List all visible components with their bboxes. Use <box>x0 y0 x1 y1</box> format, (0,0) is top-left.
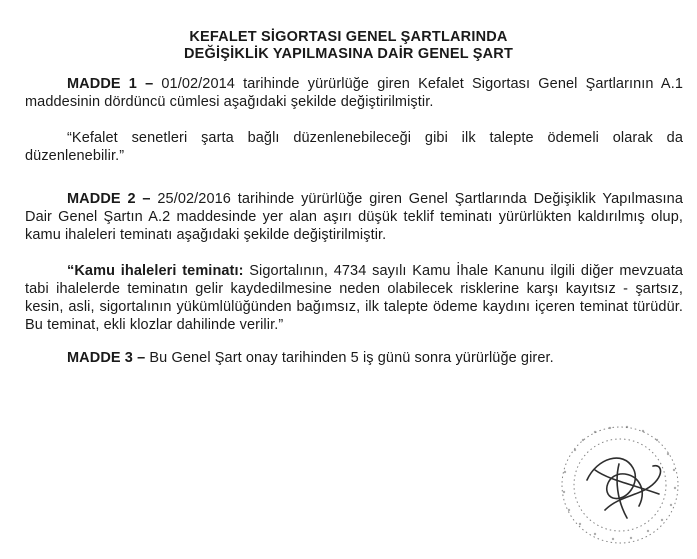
article-2-quote-text: Sigortalının, 4734 sayılı Kamu İhale Kanunu ilgili diğer mevzuata tabi ihalelerde teminatın gelir kaydedilmesine neden olabilecek risklerine karşı kayıtsız - şartsız, kesin, asli, sigortalının yükümlülüğünden bağımsız, ilk talepte ödeme kaydını içeren teminat türüdür. Bu teminat, ekli klozlar dahilinde verilir.” <box>25 263 683 333</box>
article-2-quote-label: “Kamu ihaleleri teminatı: <box>67 263 244 279</box>
article-3-label: MADDE 3 – <box>67 350 146 366</box>
article-3 <box>25 349 683 367</box>
article-1-quote-text: “Kefalet senetleri şarta bağlı düzenlenebileceği gibi ilk talepte ödemeli olarak da düzenlenebilir.” <box>25 130 683 164</box>
article-2-text: 25/02/2016 tarihinde yürürlüğe giren Genel Şartlarında Değişiklik Yapılmasına Dair Genel Şartın A.2 maddesinde yer alan aşırı düşük teklif teminatı yürürlükten kaldırılmış olup, kamu ihaleleri teminatı aşağıdaki şekilde değiştirilmiştir. <box>25 191 683 243</box>
article-2-label: MADDE 2 – <box>67 191 151 207</box>
article-1 <box>25 75 683 111</box>
official-seal-icon <box>535 410 685 550</box>
article-2 <box>25 190 683 244</box>
document-title-line1: KEFALET SİGORTASI GENEL ŞARTLARINDA <box>189 29 508 45</box>
article-2-quote <box>25 262 683 334</box>
document-title-line2: DEĞİŞİKLİK YAPILMASINA DAİR GENEL ŞART <box>183 46 514 62</box>
article-3-text: Bu Genel Şart onay tarihinden 5 iş günü sonra yürürlüğe girer. <box>145 350 554 366</box>
article-1-quote <box>25 129 683 165</box>
article-1-text: 01/02/2014 tarihinde yürürlüğe giren Kefalet Sigortası Genel Şartlarının A.1 maddesinin dördüncü cümlesi aşağıdaki şekilde değiştirilmiştir. <box>25 76 683 110</box>
article-1-label: MADDE 1 – <box>67 76 154 92</box>
